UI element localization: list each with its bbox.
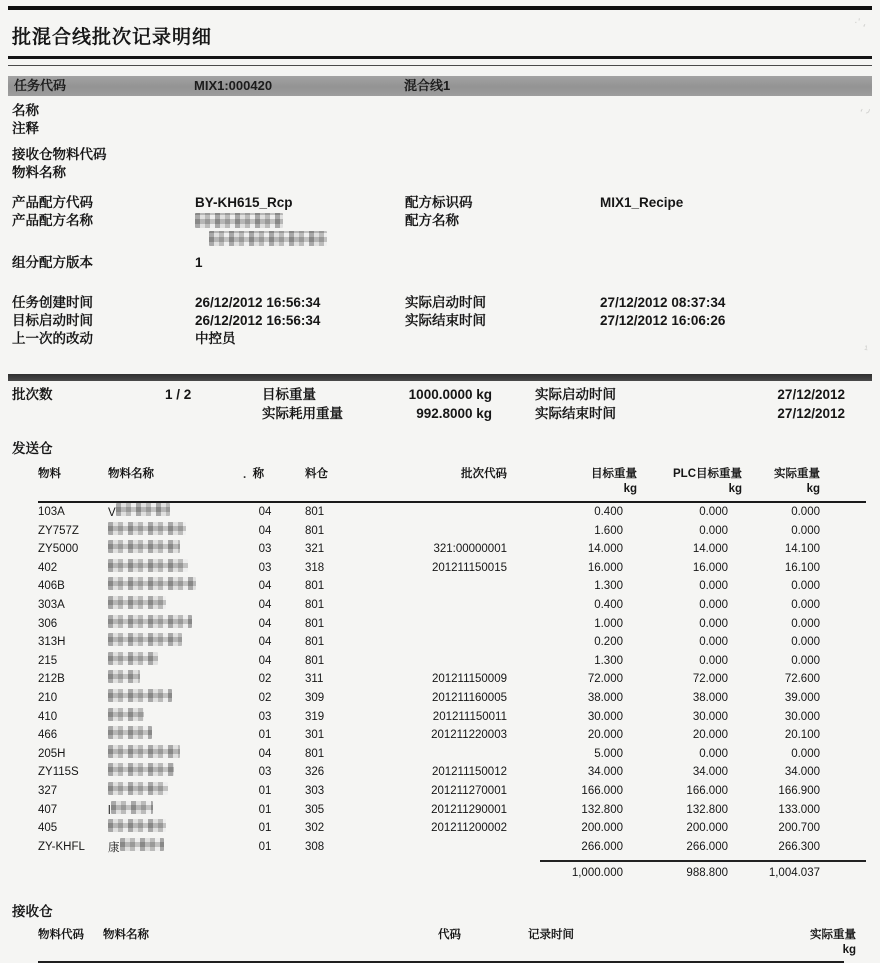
table-row bbox=[38, 782, 866, 801]
col-plc-target-weight: PLC目标重量 bbox=[673, 468, 742, 480]
title-underline-rule bbox=[8, 56, 872, 66]
bin-cell: 801 bbox=[305, 654, 325, 667]
material-name-cell bbox=[108, 596, 243, 615]
material-name-cell: 康 bbox=[108, 838, 243, 857]
name-label: 名称 bbox=[12, 103, 39, 118]
material-name-cell bbox=[108, 763, 243, 782]
redaction-block bbox=[108, 596, 166, 609]
batch-code-cell bbox=[367, 577, 547, 596]
batch-code-cell: 201211160005 bbox=[431, 691, 507, 704]
target-weight-cell: 5.000 bbox=[594, 747, 623, 760]
target-weight-cell: 132.800 bbox=[581, 803, 623, 816]
target-weight-cell: 1.600 bbox=[594, 524, 623, 537]
bin-cell: 303 bbox=[305, 784, 325, 797]
material-code-cell: 406B bbox=[38, 580, 65, 593]
scanned-report-page bbox=[0, 6, 880, 957]
actual-weight-cell: 39.000 bbox=[784, 691, 820, 704]
target-weight-value: 1000.0000 kg bbox=[408, 387, 492, 402]
col-material-code: 物料代码 bbox=[38, 929, 84, 942]
recv-material-code-label: 接收仓物料代码 bbox=[12, 147, 107, 162]
table-row bbox=[38, 559, 866, 578]
bin-cell: 305 bbox=[305, 803, 325, 816]
actual-weight-cell: 0.000 bbox=[791, 598, 820, 611]
material-code-cell: 327 bbox=[38, 784, 58, 797]
scale-cell: 04 bbox=[258, 524, 272, 537]
top-rule bbox=[8, 6, 872, 15]
material-code-cell: 407 bbox=[38, 803, 58, 816]
batch-actual-start-date: 27/12/2012 bbox=[777, 387, 845, 402]
redaction-block bbox=[108, 763, 174, 776]
target-weight-cell: 1.300 bbox=[594, 580, 623, 593]
table-row bbox=[38, 838, 866, 857]
scan-artifact: ·' ، bbox=[852, 16, 867, 30]
actual-weight-cell: 166.900 bbox=[778, 784, 820, 797]
actual-start-value: 27/12/2012 08:37:34 bbox=[600, 295, 726, 310]
scale-cell: 04 bbox=[258, 654, 272, 667]
scale-cell: 03 bbox=[258, 543, 272, 556]
plc-target-weight-cell: 38.000 bbox=[692, 691, 728, 704]
recipe-id-value: MIX1_Recipe bbox=[600, 195, 684, 210]
col-target-weight: 目标重量 bbox=[591, 468, 637, 480]
bin-cell: 801 bbox=[305, 747, 325, 760]
material-name-cell bbox=[108, 670, 243, 689]
material-name-cell bbox=[108, 633, 243, 652]
section-divider-bar bbox=[8, 374, 872, 381]
material-code-cell: 212B bbox=[38, 673, 65, 686]
send-bin-table bbox=[38, 467, 866, 884]
batch-code-cell: 201211200002 bbox=[431, 822, 507, 835]
last-change-value: 中控员 bbox=[195, 331, 236, 346]
col-batch-code: 批次代码 bbox=[461, 468, 507, 480]
redaction-block bbox=[195, 213, 283, 228]
batch-code-cell: 201211220003 bbox=[431, 729, 507, 742]
page-title: 批混合线批次记录明细 bbox=[12, 27, 213, 48]
scan-artifact: ¹ bbox=[863, 343, 869, 357]
material-code-cell: 466 bbox=[38, 729, 58, 742]
target-weight-cell: 14.000 bbox=[587, 543, 623, 556]
bin-cell: 301 bbox=[305, 729, 325, 742]
task-code-value: MIX1:000420 bbox=[194, 78, 273, 93]
batch-code-cell bbox=[367, 615, 547, 634]
redaction-block bbox=[108, 652, 158, 665]
material-name-cell bbox=[108, 652, 243, 671]
unit-kg: kg bbox=[842, 944, 856, 957]
redaction-block bbox=[108, 577, 196, 590]
material-name-cell bbox=[108, 745, 243, 764]
product-recipe-code-value: BY-KH615_Rcp bbox=[195, 195, 293, 210]
batch-code-cell bbox=[367, 522, 547, 541]
receive-table-unit-row bbox=[38, 943, 866, 958]
redaction-block bbox=[111, 801, 153, 814]
send-table-unit-row bbox=[38, 482, 866, 497]
bin-cell: 302 bbox=[305, 822, 325, 835]
plc-target-weight-cell: 200.000 bbox=[686, 822, 728, 835]
plc-target-weight-cell: 16.000 bbox=[692, 561, 728, 574]
material-code-cell: 410 bbox=[38, 710, 58, 723]
redaction-block bbox=[108, 615, 192, 628]
table-row bbox=[38, 708, 866, 727]
actual-weight-cell: 133.000 bbox=[778, 803, 820, 816]
scale-cell: 04 bbox=[258, 636, 272, 649]
recipe-id-label: 配方标识码 bbox=[405, 195, 473, 210]
actual-weight-cell: 266.300 bbox=[778, 840, 820, 853]
material-name-cell bbox=[108, 782, 243, 801]
scan-artifact: ، ٫ bbox=[858, 102, 871, 116]
scale-cell: 04 bbox=[258, 580, 272, 593]
bin-cell: 801 bbox=[305, 506, 325, 518]
batch-code-cell: 321:00000001 bbox=[433, 543, 507, 556]
plc-target-weight-cell: 20.000 bbox=[692, 729, 728, 742]
product-recipe-name-label: 产品配方名称 bbox=[12, 213, 93, 228]
table-row bbox=[38, 801, 866, 820]
send-bin-section-title: 发送仓 bbox=[12, 441, 53, 456]
bin-cell: 801 bbox=[305, 524, 325, 537]
target-weight-cell: 34.000 bbox=[587, 766, 623, 779]
scale-cell: 04 bbox=[258, 506, 272, 518]
bin-cell: 311 bbox=[305, 673, 324, 686]
redaction-block bbox=[108, 633, 182, 646]
batch-code-cell: 201211290001 bbox=[431, 803, 507, 816]
actual-weight-cell: 72.600 bbox=[784, 673, 820, 686]
receive-bin-section-title: 接收仓 bbox=[12, 904, 53, 920]
plc-target-weight-cell: 0.000 bbox=[699, 617, 728, 630]
redaction-block bbox=[108, 540, 180, 553]
batch-code-cell: 201211150015 bbox=[431, 561, 507, 574]
actual-weight-cell: 0.000 bbox=[791, 580, 820, 593]
task-created-value: 26/12/2012 16:56:34 bbox=[195, 295, 321, 310]
target-weight-cell: 1.000 bbox=[594, 617, 623, 630]
material-name-cell bbox=[108, 726, 243, 745]
actual-weight-cell: 16.100 bbox=[784, 561, 820, 574]
col-scale: . 称 bbox=[243, 468, 265, 481]
unit-kg: kg bbox=[728, 483, 742, 495]
material-name-cell: V bbox=[108, 503, 243, 522]
plc-target-weight-cell: 72.000 bbox=[692, 673, 728, 686]
task-created-label: 任务创建时间 bbox=[12, 295, 93, 310]
table-row bbox=[38, 726, 866, 745]
col-record-time: 记录时间 bbox=[528, 929, 574, 942]
table-row bbox=[38, 670, 866, 689]
actual-weight-cell: 30.000 bbox=[784, 710, 820, 723]
scale-cell: 04 bbox=[258, 617, 272, 630]
redaction-block bbox=[108, 689, 172, 702]
col-material-name: 物料名称 bbox=[103, 929, 149, 942]
actual-end-label: 实际结束时间 bbox=[405, 313, 486, 328]
redaction-block bbox=[120, 838, 164, 851]
scale-cell: 01 bbox=[258, 822, 272, 835]
scale-cell: 02 bbox=[258, 691, 272, 704]
target-weight-cell: 38.000 bbox=[587, 691, 623, 704]
table-row bbox=[38, 522, 866, 541]
redaction-block bbox=[108, 708, 144, 721]
target-weight-cell: 0.200 bbox=[594, 636, 623, 649]
material-name-cell bbox=[108, 708, 243, 727]
target-weight-cell: 20.000 bbox=[587, 729, 623, 742]
unit-kg: kg bbox=[806, 483, 820, 495]
material-code-cell: ZY757Z bbox=[38, 524, 79, 537]
col-code: 代码 bbox=[438, 929, 461, 942]
product-recipe-name-redacted bbox=[195, 212, 405, 248]
redaction-block bbox=[108, 782, 168, 795]
plc-target-weight-cell: 266.000 bbox=[686, 840, 728, 853]
redaction-block bbox=[209, 231, 327, 246]
material-name-cell bbox=[108, 615, 243, 634]
batch-code-cell: 201211150011 bbox=[432, 710, 507, 723]
actual-weight-cell: 0.000 bbox=[791, 654, 820, 667]
batch-actual-end-label: 实际结束时间 bbox=[535, 406, 616, 421]
batch-code-cell bbox=[367, 745, 547, 764]
bin-cell: 801 bbox=[305, 580, 325, 593]
product-recipe-code-label: 产品配方代码 bbox=[12, 195, 93, 210]
actual-weight-cell: 14.100 bbox=[784, 543, 820, 556]
scale-cell: 02 bbox=[258, 673, 272, 686]
actual-consumed-label: 实际耗用重量 bbox=[262, 406, 343, 421]
plc-target-weight-cell: 0.000 bbox=[699, 506, 728, 518]
table-row bbox=[38, 540, 866, 559]
material-code-cell: 210 bbox=[38, 691, 58, 704]
material-name-cell: l bbox=[108, 801, 243, 820]
redaction-block bbox=[108, 726, 152, 739]
plc-target-weight-cell: 166.000 bbox=[686, 784, 728, 797]
table-row bbox=[38, 763, 866, 782]
batch-actual-start-label: 实际启动时间 bbox=[535, 387, 616, 402]
plc-target-weight-cell: 0.000 bbox=[699, 598, 728, 611]
target-weight-cell: 72.000 bbox=[587, 673, 623, 686]
target-weight-cell: 0.400 bbox=[594, 598, 623, 611]
material-code-cell: 303A bbox=[38, 598, 65, 611]
material-code-cell: 402 bbox=[38, 561, 58, 574]
scale-cell: 04 bbox=[258, 747, 272, 760]
unit-kg: kg bbox=[623, 483, 637, 495]
batch-actual-end-date: 27/12/2012 bbox=[777, 406, 845, 421]
batch-code-cell bbox=[367, 652, 547, 671]
material-code-cell: 205H bbox=[38, 747, 66, 760]
plc-target-weight-cell: 0.000 bbox=[699, 747, 728, 760]
actual-weight-cell: 20.100 bbox=[784, 729, 820, 742]
plc-target-weight-cell: 0.000 bbox=[699, 524, 728, 537]
scale-cell: 03 bbox=[258, 710, 272, 723]
redaction-block bbox=[108, 745, 180, 758]
table-row bbox=[38, 577, 866, 596]
send-table-body bbox=[38, 503, 866, 856]
total-target-weight: 1,000.000 bbox=[571, 867, 623, 880]
recv-material-name-label: 物料名称 bbox=[12, 165, 66, 180]
bin-cell: 801 bbox=[305, 636, 325, 649]
col-material: 物料 bbox=[38, 468, 61, 480]
actual-weight-cell: 200.700 bbox=[778, 822, 820, 835]
material-code-cell: ZY115S bbox=[38, 766, 79, 779]
last-change-label: 上一次的改动 bbox=[12, 331, 93, 346]
task-code-bar bbox=[8, 76, 872, 96]
batch-code-cell: 201211150009 bbox=[431, 673, 507, 686]
material-name-cell bbox=[108, 689, 243, 708]
bin-cell: 326 bbox=[305, 766, 325, 779]
col-actual-weight: 实际重量 bbox=[774, 468, 820, 480]
target-start-label: 目标启动时间 bbox=[12, 313, 93, 328]
batch-code-cell: 201211150012 bbox=[431, 766, 507, 779]
table-row bbox=[38, 615, 866, 634]
material-code-cell: 313H bbox=[38, 636, 66, 649]
redaction-block bbox=[116, 503, 170, 516]
material-name-cell bbox=[108, 522, 243, 541]
table-row bbox=[38, 503, 866, 522]
total-actual-weight: 1,004.037 bbox=[768, 867, 820, 880]
actual-weight-cell: 0.000 bbox=[791, 636, 820, 649]
material-code-cell: 306 bbox=[38, 617, 58, 630]
material-name-cell bbox=[108, 559, 243, 578]
recipe-name-label: 配方名称 bbox=[405, 213, 459, 228]
actual-weight-cell: 0.000 bbox=[791, 617, 820, 630]
plc-target-weight-cell: 34.000 bbox=[692, 766, 728, 779]
table-row bbox=[38, 819, 866, 838]
bin-cell: 318 bbox=[305, 561, 325, 574]
material-name-cell bbox=[108, 819, 243, 838]
redaction-block bbox=[108, 559, 188, 572]
target-weight-cell: 166.000 bbox=[581, 784, 623, 797]
material-code-cell: ZY-KHFL bbox=[38, 840, 85, 853]
scale-cell: 01 bbox=[258, 729, 272, 742]
material-code-cell: 405 bbox=[38, 822, 58, 835]
receive-bin-table bbox=[38, 928, 866, 963]
bin-cell: 319 bbox=[305, 710, 325, 723]
redaction-block bbox=[108, 670, 140, 683]
bin-cell: 321 bbox=[305, 543, 325, 556]
plc-target-weight-cell: 132.800 bbox=[686, 803, 728, 816]
plc-target-weight-cell: 0.000 bbox=[699, 580, 728, 593]
batch-count-value: 1 / 2 bbox=[165, 387, 192, 402]
material-code-cell: 103A bbox=[38, 506, 65, 518]
batch-code-cell bbox=[367, 503, 547, 522]
plc-target-weight-cell: 0.000 bbox=[699, 654, 728, 667]
bin-cell: 801 bbox=[305, 617, 325, 630]
col-actual-weight: 实际重量 bbox=[810, 929, 856, 942]
batch-code-cell bbox=[367, 633, 547, 652]
component-recipe-version-label: 组分配方版本 bbox=[12, 255, 93, 270]
batch-summary bbox=[12, 385, 880, 423]
actual-weight-cell: 0.000 bbox=[791, 747, 820, 760]
scale-cell: 01 bbox=[258, 784, 272, 797]
bin-cell: 801 bbox=[305, 598, 325, 611]
totals-row bbox=[38, 862, 866, 884]
bin-cell: 308 bbox=[305, 840, 325, 853]
target-weight-cell: 16.000 bbox=[587, 561, 623, 574]
material-name-cell bbox=[108, 540, 243, 559]
actual-end-value: 27/12/2012 16:06:26 bbox=[600, 313, 726, 328]
target-weight-label: 目标重量 bbox=[262, 387, 316, 402]
receive-table-header bbox=[38, 928, 866, 943]
col-material-name: 物料名称 bbox=[108, 468, 154, 480]
plc-target-weight-cell: 14.000 bbox=[692, 543, 728, 556]
material-code-cell: ZY5000 bbox=[38, 543, 79, 556]
plc-target-weight-cell: 30.000 bbox=[692, 710, 728, 723]
actual-start-label: 实际启动时间 bbox=[405, 295, 486, 310]
scale-cell: 04 bbox=[258, 598, 272, 611]
redaction-block bbox=[108, 522, 186, 535]
mix-line-value: 混合线1 bbox=[404, 78, 451, 93]
target-weight-cell: 30.000 bbox=[587, 710, 623, 723]
target-weight-cell: 1.300 bbox=[594, 654, 623, 667]
material-code-cell: 215 bbox=[38, 654, 58, 667]
scale-cell: 03 bbox=[258, 561, 272, 574]
actual-weight-cell: 34.000 bbox=[784, 766, 820, 779]
comment-label: 注释 bbox=[12, 121, 39, 136]
table-row bbox=[38, 689, 866, 708]
table-row bbox=[38, 745, 866, 764]
target-weight-cell: 266.000 bbox=[581, 840, 623, 853]
batch-code-cell bbox=[367, 838, 547, 857]
actual-weight-cell: 0.000 bbox=[791, 524, 820, 537]
plc-target-weight-cell: 0.000 bbox=[699, 636, 728, 649]
table-row bbox=[38, 633, 866, 652]
col-bin: 料仓 bbox=[305, 468, 328, 480]
actual-weight-cell: 0.000 bbox=[791, 506, 820, 518]
task-code-label: 任务代码 bbox=[14, 78, 67, 93]
component-recipe-version-value: 1 bbox=[195, 255, 203, 270]
send-table-header bbox=[38, 467, 866, 482]
total-plc-weight: 988.800 bbox=[686, 867, 728, 880]
scale-cell: 01 bbox=[258, 840, 272, 853]
bin-cell: 309 bbox=[305, 691, 325, 704]
material-name-cell bbox=[108, 577, 243, 596]
redaction-block bbox=[108, 819, 166, 832]
target-weight-cell: 200.000 bbox=[581, 822, 623, 835]
scale-cell: 03 bbox=[258, 766, 272, 779]
batch-code-cell bbox=[367, 596, 547, 615]
actual-consumed-value: 992.8000 kg bbox=[416, 406, 492, 421]
batch-count-label: 批次数 bbox=[12, 387, 53, 402]
table-row bbox=[38, 652, 866, 671]
target-start-value: 26/12/2012 16:56:34 bbox=[195, 313, 321, 328]
target-weight-cell: 0.400 bbox=[594, 506, 623, 518]
table-row bbox=[38, 596, 866, 615]
scale-cell: 01 bbox=[258, 803, 272, 816]
batch-code-cell: 201211270001 bbox=[431, 784, 507, 797]
